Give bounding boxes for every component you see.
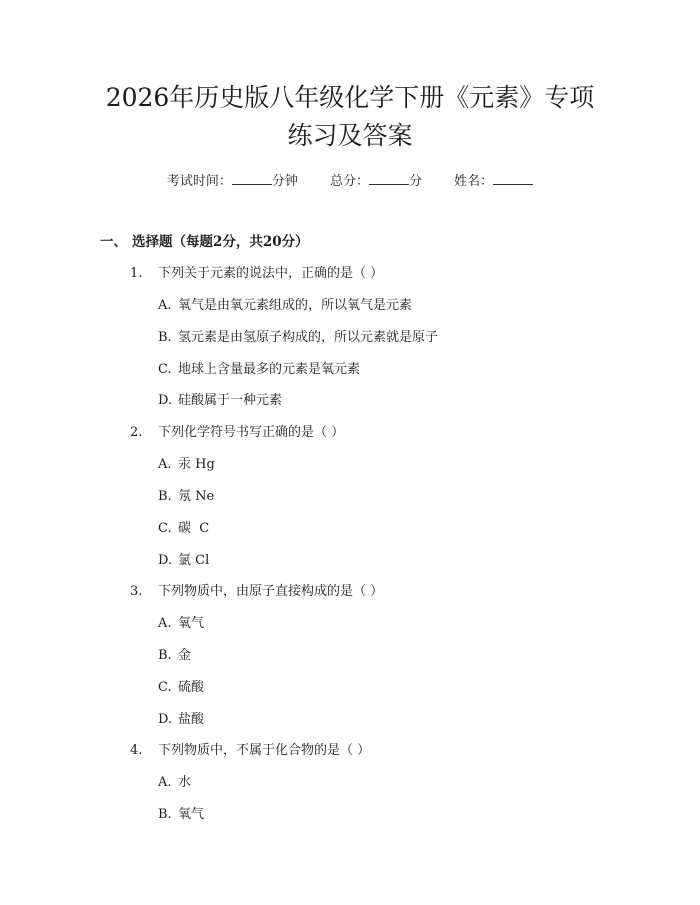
document-title-line-2: 练习及答案 <box>287 121 413 150</box>
exam-time-field <box>167 170 298 189</box>
option-text: 硫酸 <box>178 680 205 695</box>
option-text: 碳 C <box>178 521 210 536</box>
document-title-line-1: 2026年历史版八年级化学下册《元素》专项 <box>105 83 595 112</box>
question-1-option-d <box>158 389 282 408</box>
total-score-blank <box>369 172 409 185</box>
student-name-field <box>454 170 533 189</box>
total-score-label: 总分： <box>329 174 369 189</box>
question-3-option-c <box>158 676 204 695</box>
section-heading <box>100 230 309 250</box>
question-2-option-a <box>158 453 215 472</box>
option-text: 氧气 <box>178 616 205 631</box>
option-letter: B. <box>158 648 172 663</box>
question-number: 4. <box>130 743 143 758</box>
student-name-label: 姓名： <box>454 174 494 189</box>
option-letter: A. <box>158 298 172 313</box>
option-letter: B. <box>158 489 172 504</box>
question-4 <box>130 739 370 758</box>
question-2-option-d <box>158 549 209 568</box>
question-2 <box>130 421 344 440</box>
option-letter: B. <box>158 807 172 822</box>
option-letter: C. <box>158 521 172 536</box>
option-letter: A. <box>158 457 172 472</box>
question-4-option-a <box>158 771 191 790</box>
option-letter: C. <box>158 362 172 377</box>
total-score-field <box>330 170 422 189</box>
option-letter: C. <box>158 680 172 695</box>
option-text: 盐酸 <box>178 712 205 727</box>
option-text: 氯 Cl <box>178 553 210 568</box>
question-2-option-c <box>158 517 209 536</box>
exam-info-row <box>0 170 700 189</box>
option-text: 氧气 <box>178 807 205 822</box>
option-text: 氖 Ne <box>178 489 215 504</box>
exam-time-blank <box>232 172 272 185</box>
option-letter: D. <box>158 553 173 568</box>
option-text: 金 <box>178 648 192 663</box>
question-4-option-b <box>158 803 204 822</box>
option-letter: A. <box>158 616 172 631</box>
question-1-option-c <box>158 358 360 377</box>
exam-time-label: 考试时间： <box>166 174 232 189</box>
question-number: 1. <box>130 266 143 281</box>
option-text: 氧气是由氧元素组成的，所以氧气是元素 <box>178 298 413 313</box>
question-number: 3. <box>130 584 143 599</box>
total-score-unit: 分 <box>409 174 423 189</box>
section-number: 一、 <box>100 234 127 250</box>
student-name-blank <box>493 172 533 185</box>
question-1 <box>130 262 383 281</box>
question-text: 下列物质中，不属于化合物的是（ ） <box>158 743 371 758</box>
question-2-option-b <box>158 485 214 504</box>
option-letter: D. <box>158 712 173 727</box>
question-text: 下列关于元素的说法中，正确的是（ ） <box>158 266 384 281</box>
option-letter: D. <box>158 393 173 408</box>
option-text: 硅酸属于一种元素 <box>178 393 283 408</box>
question-number: 2. <box>130 425 143 440</box>
option-letter: B. <box>158 330 172 345</box>
question-1-option-b <box>158 326 438 345</box>
option-letter: A. <box>158 775 172 790</box>
question-3-option-a <box>158 612 204 631</box>
question-3 <box>130 580 383 599</box>
question-1-option-a <box>158 294 412 313</box>
option-text: 氢元素是由氢原子构成的，所以元素就是原子 <box>178 330 439 345</box>
question-3-option-d <box>158 708 204 727</box>
question-text: 下列物质中，由原子直接构成的是（ ） <box>158 584 384 599</box>
exam-time-unit: 分钟 <box>271 174 298 189</box>
option-text: 水 <box>178 775 192 790</box>
question-3-option-b <box>158 644 191 663</box>
section-title: 选择题（每题2分，共20分） <box>132 234 309 250</box>
option-text: 地球上含量最多的元素是氧元素 <box>178 362 361 377</box>
question-text: 下列化学符号书写正确的是（ ） <box>158 425 345 440</box>
option-text: 汞 Hg <box>178 457 215 472</box>
